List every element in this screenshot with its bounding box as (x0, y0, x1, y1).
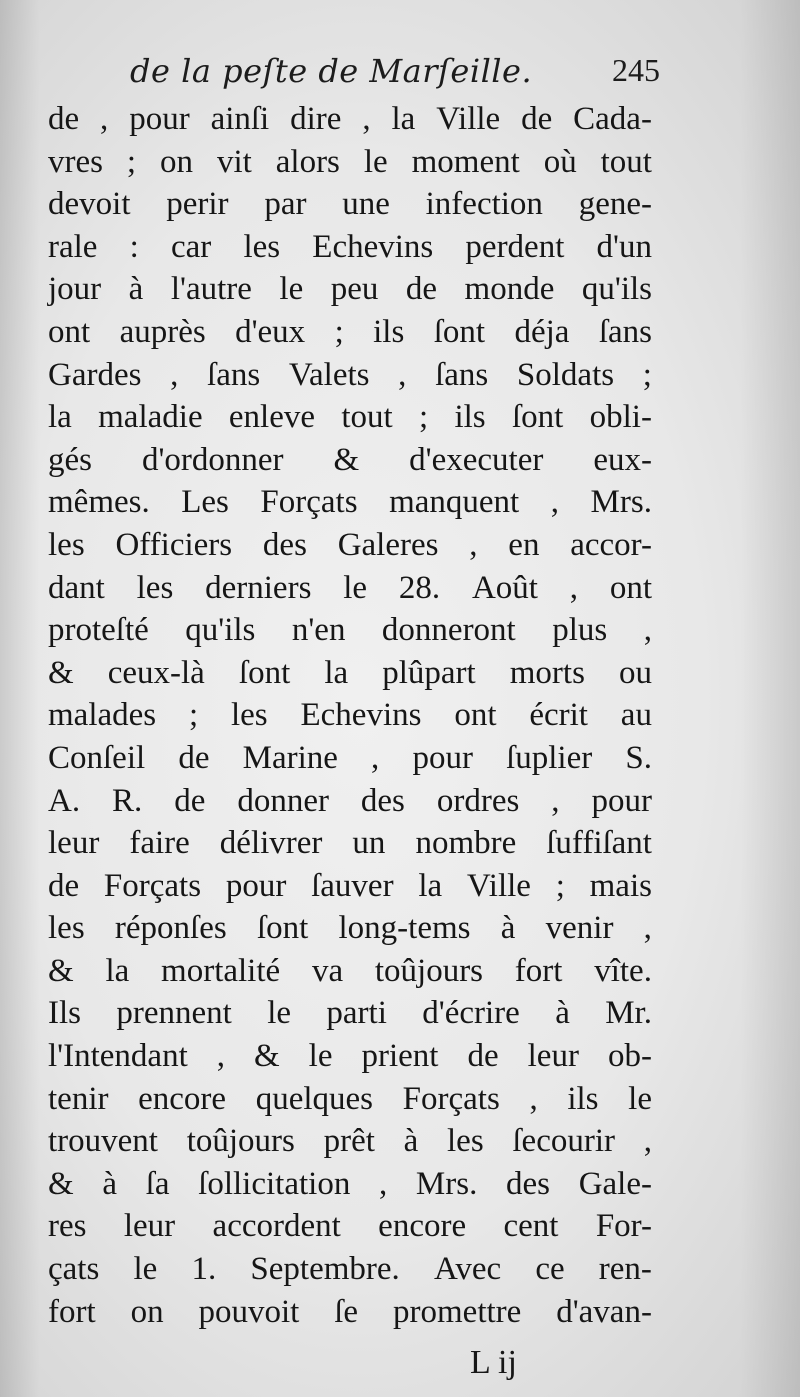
word: ; (188, 697, 199, 734)
word: 28. (398, 569, 441, 606)
word: vit (216, 143, 252, 180)
word: à (555, 995, 570, 1032)
word: va (311, 952, 344, 989)
word: vîte. (594, 952, 652, 989)
word: infection (425, 186, 543, 223)
word: Avec (433, 1251, 502, 1288)
word: le (279, 271, 304, 308)
word: maladie (98, 399, 203, 436)
word: venir (545, 910, 614, 947)
word: la (418, 867, 443, 904)
word: pouvoit (198, 1293, 300, 1330)
word: ſont (256, 910, 309, 947)
word: Mrs. (415, 1165, 478, 1202)
gutter-shadow (0, 0, 40, 1397)
word: promettre (393, 1293, 522, 1330)
word: Forçats (103, 867, 202, 904)
word: pour (412, 739, 473, 776)
text-line (48, 1035, 652, 1078)
word: Echevins (300, 697, 422, 734)
word: ou (618, 654, 652, 691)
word: leur (527, 1038, 579, 1075)
word: Ville (436, 101, 501, 137)
word: Marine (242, 739, 338, 776)
word: pour (591, 782, 652, 819)
word: , (569, 569, 578, 606)
word: à (500, 910, 516, 947)
word: accordent (212, 1208, 341, 1245)
word: Forçats (402, 1080, 500, 1117)
text-line (48, 907, 652, 950)
word: ils (567, 1080, 599, 1117)
word: , (100, 101, 109, 137)
word: Mr. (605, 995, 652, 1032)
word: Août (471, 569, 538, 606)
word: les (243, 228, 281, 265)
text-line (48, 481, 652, 524)
text-line (48, 992, 652, 1035)
word: de (178, 739, 210, 776)
word: fort (48, 1293, 96, 1330)
text-line (48, 567, 652, 610)
word: A. (48, 782, 81, 819)
text-line (48, 822, 652, 865)
word: le (363, 143, 388, 180)
word: ſecourir (512, 1123, 615, 1160)
text-line (48, 865, 652, 908)
word: la (105, 952, 130, 989)
word: ordres (436, 782, 520, 819)
word: , (469, 526, 478, 563)
word: pour (129, 101, 190, 137)
word: , (643, 612, 652, 649)
word: déja (514, 313, 570, 350)
word: R. (112, 782, 143, 819)
word: ob- (607, 1038, 652, 1075)
word: vres (48, 143, 103, 180)
word: proteſté (48, 612, 149, 649)
word: le (343, 569, 368, 606)
word: Galeres (337, 526, 439, 563)
word: enleve (228, 399, 316, 436)
word: parti (326, 995, 387, 1032)
word: de (48, 101, 80, 137)
word: moment (411, 143, 520, 180)
word: ont (454, 697, 497, 734)
word: le (133, 1251, 158, 1288)
word: , (379, 1165, 388, 1202)
word: gene- (578, 186, 652, 223)
word: ſont (511, 399, 564, 436)
page-number: 245 (612, 52, 660, 88)
word: accor- (570, 526, 652, 563)
word: Gardes (48, 356, 142, 393)
word: ; (334, 313, 344, 350)
word: , (643, 910, 652, 947)
word: ſa (145, 1165, 170, 1202)
word: ſollicitation (198, 1165, 351, 1202)
word: , (170, 356, 179, 393)
word: qu'ils (581, 271, 652, 308)
text-line (48, 1163, 652, 1206)
word: ſe (334, 1293, 359, 1330)
word: , (643, 1123, 652, 1160)
word: à (128, 271, 144, 308)
word: trouvent (48, 1123, 158, 1160)
word: les (48, 910, 85, 947)
word: auprès (119, 313, 206, 350)
word: le (628, 1080, 652, 1117)
word: d'un (596, 228, 652, 265)
word: fort (514, 952, 563, 989)
word: d'eux (235, 313, 306, 350)
word: en (508, 526, 540, 563)
word: les (136, 569, 174, 606)
word: ſans (207, 356, 261, 393)
text-line (48, 694, 652, 737)
page-edge-shadow (740, 0, 800, 1397)
text-line (48, 609, 652, 652)
word: ainſi (210, 101, 270, 137)
word: eux- (593, 441, 652, 478)
word: mais (589, 867, 652, 904)
word: Cada- (573, 101, 652, 137)
word: ſans (435, 356, 489, 393)
word: Ils (48, 995, 81, 1032)
word: le (308, 1038, 333, 1075)
word: Ville (466, 867, 531, 904)
word: ſauver (311, 867, 394, 904)
word: les (48, 526, 85, 563)
text-line (48, 524, 652, 567)
word: dant (48, 569, 105, 606)
word: leur (48, 825, 100, 862)
word: ; (418, 399, 429, 436)
word: For- (595, 1208, 652, 1245)
word: ; (555, 867, 565, 904)
text-line (48, 1120, 652, 1163)
word: écrit (529, 697, 588, 734)
text-line (48, 652, 652, 695)
word: tenir (48, 1080, 109, 1117)
word: ont (48, 313, 91, 350)
word: Officiers (115, 526, 233, 563)
word: encore (378, 1208, 467, 1245)
word: toûjours (186, 1123, 295, 1160)
text-line (48, 311, 652, 354)
word: à (102, 1165, 117, 1202)
word: de (48, 867, 80, 904)
word: ſuplier (506, 739, 593, 776)
word: ; (642, 356, 652, 393)
word: ſuffiſant (546, 825, 652, 862)
word: & (333, 441, 360, 478)
word: car (170, 228, 212, 265)
word: toûjours (374, 952, 484, 989)
text-line (48, 183, 652, 226)
word: Soldats (516, 356, 615, 393)
word: de (521, 101, 553, 137)
word: , (529, 1080, 538, 1117)
word: d'écrire (422, 995, 520, 1032)
word: de (174, 782, 206, 819)
text-line (48, 439, 652, 482)
signature-mark: L ij (470, 1344, 517, 1381)
word: la (324, 654, 349, 691)
text-line (48, 98, 652, 141)
word: morts (509, 654, 585, 691)
text-line (48, 950, 652, 993)
word: ſont (238, 654, 291, 691)
word: d'ordonner (141, 441, 284, 478)
word: tout (341, 399, 393, 436)
word: manquent (389, 484, 520, 521)
word: le (267, 995, 292, 1032)
word: & (48, 952, 74, 989)
word: plus (552, 612, 608, 649)
word: qu'ils (185, 612, 256, 649)
word: l'autre (170, 271, 252, 308)
word: ce (535, 1251, 565, 1288)
word: perdent (465, 228, 565, 265)
word: Septembre. (250, 1251, 400, 1288)
text-line (48, 354, 652, 397)
word: gés (48, 441, 92, 478)
word: ont (609, 569, 652, 606)
word: monde (464, 271, 555, 308)
word: , (362, 101, 371, 137)
text-line (48, 1078, 652, 1121)
word: la (48, 399, 72, 436)
word: Echevins (312, 228, 434, 265)
word: encore (138, 1080, 227, 1117)
word: : (129, 228, 139, 265)
word: leur (123, 1208, 176, 1245)
word: long-tems (338, 910, 471, 947)
word: de (467, 1038, 499, 1075)
body-text (48, 98, 652, 1333)
text-line (48, 226, 652, 269)
word: on (160, 143, 194, 180)
word: alors (275, 143, 340, 180)
word: prêt (323, 1123, 375, 1160)
word: Forçats (260, 484, 358, 521)
word: un (352, 825, 386, 862)
word: les (230, 697, 268, 734)
word: des (360, 782, 405, 819)
word: ils (373, 313, 405, 350)
word: & (48, 654, 74, 691)
word: peu (330, 271, 379, 308)
word: , (398, 356, 407, 393)
word: Conſeil (48, 739, 146, 776)
word: ils (454, 399, 486, 436)
text-line (48, 1291, 652, 1334)
word: res (48, 1208, 87, 1245)
word: mêmes. (48, 484, 150, 521)
word: où (543, 143, 577, 180)
word: & (48, 1165, 74, 1202)
word: perir (166, 186, 229, 223)
word: à (403, 1123, 419, 1160)
word: l'Intendant (48, 1038, 188, 1075)
word: obli- (589, 399, 652, 436)
word: pour (225, 867, 287, 904)
word: rale (48, 228, 98, 265)
text-line (48, 780, 652, 823)
word: on (130, 1293, 164, 1330)
word: tout (600, 143, 652, 180)
word: jour (48, 271, 102, 308)
word: ceux-là (107, 654, 205, 691)
text-line (48, 141, 652, 184)
word: des (506, 1165, 551, 1202)
word: cent (503, 1208, 559, 1245)
word: d'executer (409, 441, 544, 478)
word: , (550, 484, 559, 521)
word: d'avan- (556, 1293, 652, 1330)
word: derniers (205, 569, 312, 606)
page-header (130, 52, 660, 96)
word: Gale- (578, 1165, 652, 1202)
word: ren- (598, 1251, 652, 1288)
word: la (391, 101, 416, 137)
word: quelques (255, 1080, 374, 1117)
word: çats (48, 1251, 100, 1288)
word: des (262, 526, 307, 563)
word: de (405, 271, 438, 308)
word: malades (48, 697, 157, 734)
word: S. (625, 739, 652, 776)
word: devoit (48, 186, 131, 223)
word: plûpart (382, 654, 476, 691)
word: au (620, 697, 652, 734)
running-head: de la peſte de Marſeille. (130, 52, 533, 90)
text-line (48, 1248, 652, 1291)
word: une (342, 186, 390, 223)
word: Valets (288, 356, 370, 393)
word: prennent (116, 995, 232, 1032)
word: délivrer (219, 825, 323, 862)
word: réponſes (114, 910, 227, 947)
word: prient (361, 1038, 439, 1075)
word: dire (290, 101, 342, 137)
word: ; (126, 143, 137, 180)
text-line (48, 737, 652, 780)
word: les (447, 1123, 484, 1160)
word: n'en (291, 612, 346, 649)
word: nombre (415, 825, 517, 862)
text-line (48, 396, 652, 439)
word: & (253, 1038, 280, 1075)
word: , (551, 782, 560, 819)
word: Les (181, 484, 229, 521)
text-line (48, 268, 652, 311)
word: , (216, 1038, 225, 1075)
word: mortalité (161, 952, 281, 989)
word: par (264, 186, 307, 223)
word: donner (237, 782, 329, 819)
word: 1. (191, 1251, 217, 1288)
word: , (371, 739, 380, 776)
word: Mrs. (590, 484, 652, 521)
word: faire (129, 825, 190, 862)
word: ſans (598, 313, 652, 350)
text-line (48, 1205, 652, 1248)
word: donneront (381, 612, 516, 649)
word: ſont (433, 313, 486, 350)
